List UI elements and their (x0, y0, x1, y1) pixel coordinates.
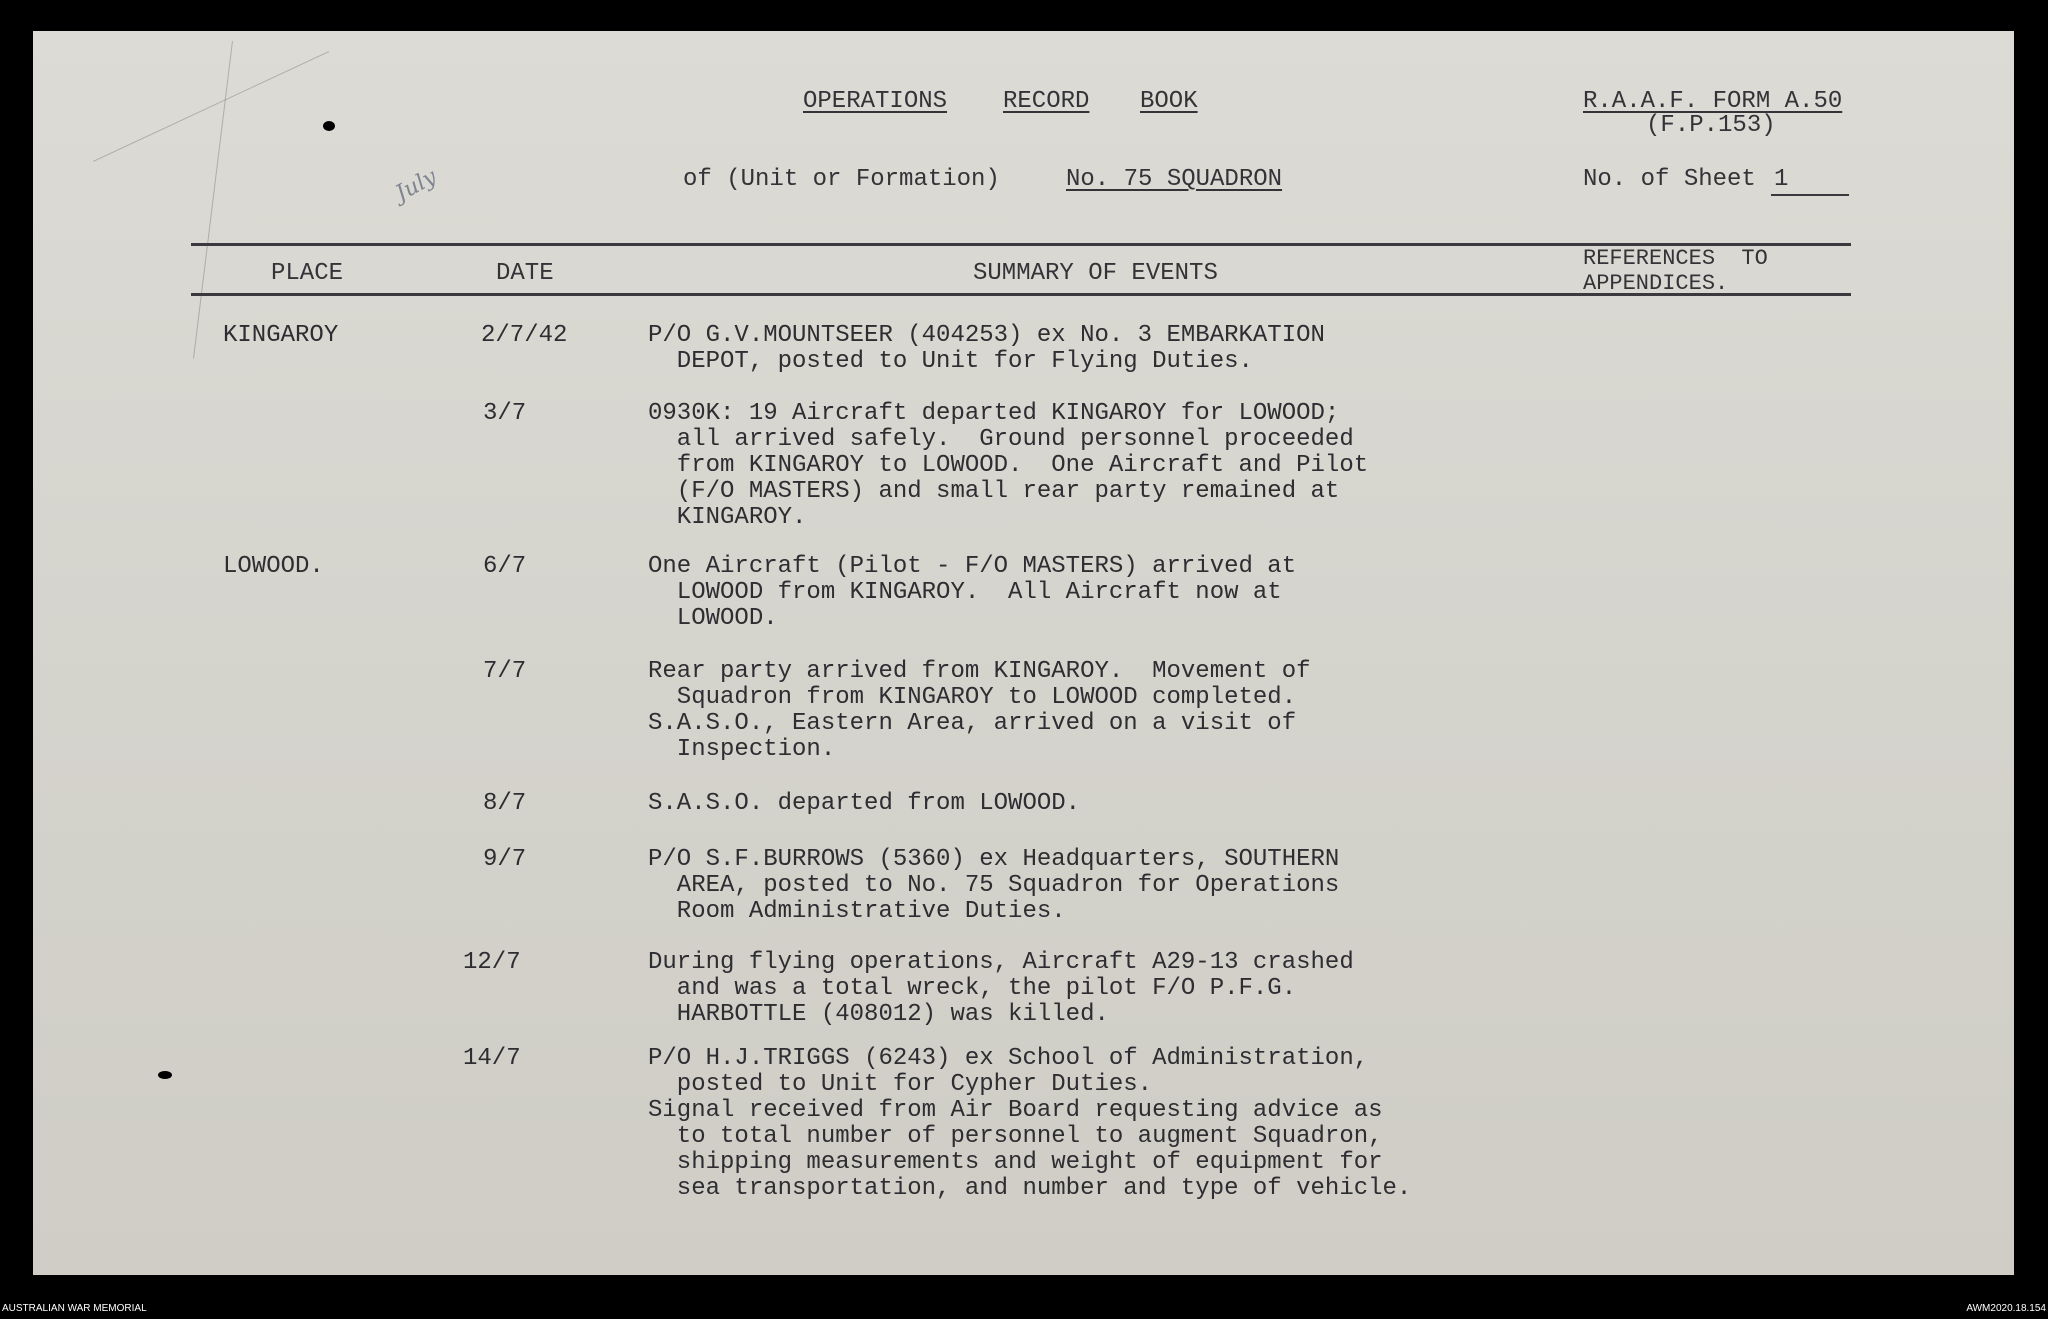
entry-summary-line: Rear party arrived from KINGAROY. Movement of (648, 658, 1311, 685)
entry-place: LOWOOD. (223, 553, 324, 580)
sheet-number: 1 (1774, 166, 1789, 193)
footer-credit: AUSTRALIAN WAR MEMORIAL (2, 1303, 147, 1314)
entry-summary-line: shipping measurements and weight of equipment for (648, 1149, 1383, 1176)
entry-date: 6/7 (483, 553, 527, 580)
entry-summary-line: Inspection. (648, 736, 836, 763)
form-reference: R.A.A.F. FORM A.50 (1583, 88, 1843, 115)
entry-summary-line: P/O H.J.TRIGGS (6243) ex School of Administration, (648, 1045, 1369, 1072)
entry-summary-line: DEPOT, posted to Unit for Flying Duties. (648, 348, 1253, 375)
punch-hole (323, 121, 335, 131)
column-header-place: PLACE (271, 260, 344, 287)
entry-date: 9/7 (483, 846, 527, 873)
entry-summary-line: KINGAROY. (648, 504, 807, 531)
entry-summary-line: all arrived safely. Ground personnel proceeded (648, 426, 1354, 453)
unit-name: No. 75 SQUADRON (1066, 166, 1283, 193)
entry-summary-line: Squadron from KINGAROY to LOWOOD completed. (648, 684, 1297, 711)
entry-summary-line: S.A.S.O. departed from LOWOOD. (648, 790, 1081, 817)
entry-summary-line: One Aircraft (Pilot - F/O MASTERS) arrived at (648, 553, 1297, 580)
document-sheet (33, 31, 2014, 1275)
entry-summary-line: posted to Unit for Cypher Duties. (648, 1071, 1153, 1098)
column-header-summary: SUMMARY OF EVENTS (973, 260, 1218, 287)
paper-crease (93, 51, 329, 162)
paper-crease (193, 41, 233, 359)
entry-date: 14/7 (463, 1045, 521, 1072)
entry-place: KINGAROY (223, 322, 339, 349)
form-reference-sub: (F.P.153) (1646, 112, 1776, 139)
entry-date: 12/7 (463, 949, 521, 976)
column-header-references: REFERENCES TO (1583, 246, 1768, 271)
entry-summary-line: During flying operations, Aircraft A29-13 crashed (648, 949, 1354, 976)
unit-label: of (Unit or Formation) (683, 166, 1000, 193)
footer-accession: AWM2020.18.154 (1966, 1303, 2046, 1314)
entry-summary-line: and was a total wreck, the pilot F/O P.F.G. (648, 975, 1297, 1002)
sheet-label: No. of Sheet (1583, 166, 1756, 193)
entry-date: 7/7 (483, 658, 527, 685)
entry-date: 3/7 (483, 400, 527, 427)
entry-summary-line: AREA, posted to No. 75 Squadron for Operations (648, 872, 1340, 899)
column-header-references: APPENDICES. (1583, 271, 1729, 296)
entry-summary-line: P/O G.V.MOUNTSEER (404253) ex No. 3 EMBARKATION (648, 322, 1325, 349)
entry-summary-line: P/O S.F.BURROWS (5360) ex Headquarters, SOUTHERN (648, 846, 1340, 873)
entry-summary-line: sea transportation, and number and type of vehicle. (648, 1175, 1412, 1202)
column-header-date: DATE (496, 260, 554, 287)
entry-summary-line: Room Administrative Duties. (648, 898, 1066, 925)
entry-summary-line: Signal received from Air Board requesting advice as (648, 1097, 1383, 1124)
sheet-number-underline (1771, 194, 1849, 196)
header-title-word: RECORD (1003, 88, 1090, 115)
header-title-word: BOOK (1140, 88, 1198, 115)
entry-summary-line: HARBOTTLE (408012) was killed. (648, 1001, 1109, 1028)
entry-summary-line: S.A.S.O., Eastern Area, arrived on a visit of (648, 710, 1297, 737)
punch-hole (158, 1071, 172, 1079)
entry-summary-line: LOWOOD from KINGAROY. All Aircraft now at (648, 579, 1282, 606)
margin-handwritten-note: July (391, 164, 441, 207)
entry-date: 8/7 (483, 790, 527, 817)
entry-summary-line: to total number of personnel to augment Squadron, (648, 1123, 1383, 1150)
header-title-word: OPERATIONS (803, 88, 948, 115)
entry-summary-line: 0930K: 19 Aircraft departed KINGAROY for LOWOOD; (648, 400, 1340, 427)
entry-summary-line: from KINGAROY to LOWOOD. One Aircraft and Pilot (648, 452, 1369, 479)
entry-summary-line: (F/O MASTERS) and small rear party remained at (648, 478, 1340, 505)
entry-date: 2/7/42 (481, 322, 568, 349)
entry-summary-line: LOWOOD. (648, 605, 778, 632)
